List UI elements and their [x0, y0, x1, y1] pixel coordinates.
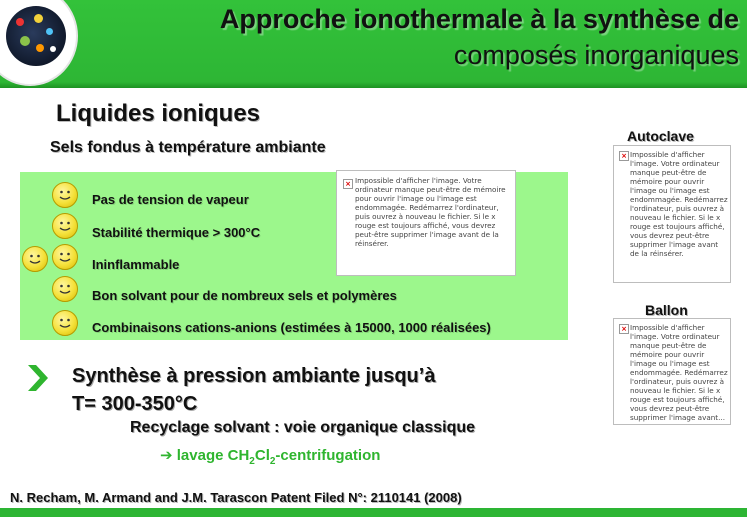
- broken-image-autoclave: [613, 145, 731, 283]
- recycling-text: Recyclage solvant : voie organique classique: [130, 419, 476, 436]
- smiley-icon: [52, 213, 78, 239]
- ballon-label: Ballon: [645, 302, 688, 318]
- property-item: Stabilité thermique > 300°C: [92, 225, 261, 240]
- slide-title-line-1: Approche ionothermale à la synthèse de: [219, 4, 739, 34]
- broken-image-message: Impossible d'afficher l'image. Votre ordinateur manque peut-être de mémoire pour ouvrir l'image ou l'image est endommagée. Redémarrez l'ordinateur, puis ouvrez à nouveau le fichier. Si le x rouge est toujours affiché, vous devrez peut-être supprimer l'image avant de la réinsérer.: [355, 176, 506, 248]
- smiley-icon: [52, 182, 78, 208]
- lavage-prefix: lavage CH: [176, 447, 250, 464]
- broken-image-icon: ×: [619, 151, 629, 161]
- broken-image-icon: ×: [619, 324, 629, 334]
- property-item: Ininflammable: [92, 257, 180, 272]
- property-item: Combinaisons cations-anions (estimées à 15000, 1000 réalisées): [92, 320, 491, 335]
- lavage-sub-1: 2: [249, 456, 255, 467]
- footer-band: [0, 508, 747, 517]
- lavage-sub-2: 2: [269, 456, 276, 467]
- smiley-icon: [52, 244, 78, 270]
- broken-image-message: Impossible d'afficher l'image. Votre ordinateur manque peut-être de mémoire pour ouvrir l'image ou l'image est endommagée. Redémarrez l'ordinateur, puis ouvrez à nouveau le fichier. Si le x rouge est toujours affiché, vous devrez peut-être supprimer l'image avant de la réinsérer.: [630, 150, 728, 258]
- smiley-icon: [52, 310, 78, 336]
- broken-image-center: [336, 170, 516, 276]
- slide-title-line-2: composés inorganiques: [453, 40, 739, 70]
- broken-image-icon: ×: [343, 179, 353, 189]
- broken-image-message: Impossible d'afficher l'image. Votre ordinateur manque peut-être de mémoire pour ouvrir l'image ou l'image est endommagée. Redémarrez l'ordinateur, puis ouvrez à nouveau le fichier. Si le x rouge est toujours affiché, vous devrez peut-être supprimer l'image avant...: [630, 323, 728, 422]
- property-item: Bon solvant pour de nombreux sels et polymères: [92, 288, 397, 303]
- footer-citation: N. Recham, M. Armand and J.M. Tarascon Patent Filed N°: 2110141 (2008): [10, 490, 462, 505]
- broken-image-ballon: [613, 318, 731, 425]
- chevron-right-icon: [28, 365, 48, 396]
- synthesis-line-1: Synthèse à pression ambiante jusqu’à: [72, 365, 436, 387]
- logo-image: [6, 6, 66, 66]
- smiley-icon: [22, 246, 48, 272]
- smiley-icon: [52, 276, 78, 302]
- lavage-mid: Cl: [254, 447, 270, 464]
- property-item: Pas de tension de vapeur: [92, 192, 249, 207]
- lavage-suffix: -centrifugation: [275, 447, 381, 464]
- lavage-text: [160, 446, 380, 467]
- autoclave-label: Autoclave: [627, 128, 694, 144]
- arrow-right-icon: ➔: [160, 447, 173, 464]
- section-subheading: Sels fondus à température ambiante: [50, 139, 326, 156]
- section-heading: Liquides ioniques: [56, 100, 261, 127]
- synthesis-line-2: T= 300-350°C: [72, 393, 198, 415]
